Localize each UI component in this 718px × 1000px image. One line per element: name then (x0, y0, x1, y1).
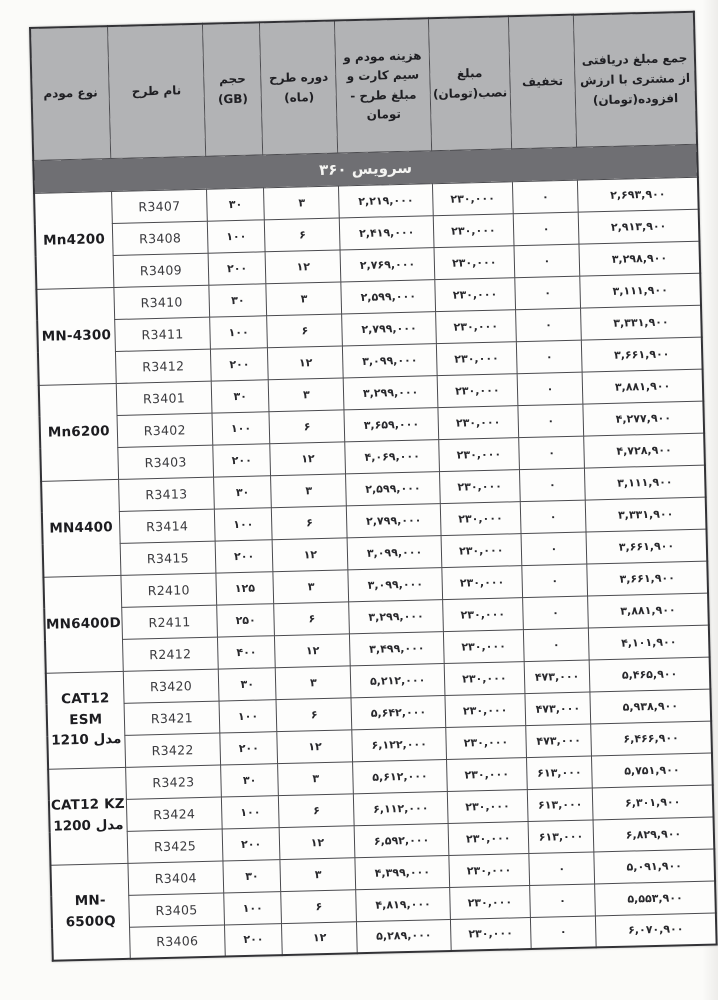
plan-cell: R2412 (122, 637, 218, 671)
total-cell: ۳,۲۹۸,۹۰۰ (579, 241, 700, 276)
cost-cell: ۳,۲۹۹,۰۰۰ (349, 599, 443, 633)
modem-type-cell (36, 287, 116, 385)
volume-cell: ۱۰۰ (224, 891, 282, 924)
plan-cell: R3420 (123, 669, 219, 703)
period-cell: ۱۲ (277, 729, 353, 763)
cost-cell: ۴,۸۱۹,۰۰۰ (356, 887, 450, 921)
volume-cell: ۳۰ (209, 283, 267, 316)
total-cell: ۴,۲۷۷,۹۰۰ (583, 401, 704, 436)
discount-cell: ۰ (523, 596, 589, 630)
column-header-line: جمع مبلغ دریافتی (581, 51, 688, 68)
total-cell: ۳,۱۱۱,۹۰۰ (580, 273, 701, 308)
install-cell: ۲۳۰,۰۰۰ (440, 501, 521, 535)
plan-cell: R3406 (129, 924, 225, 958)
discount-cell: ۰ (523, 628, 589, 662)
total-cell: ۴,۱۰۱,۹۰۰ (588, 625, 709, 660)
volume-cell: ۱۲۵ (216, 571, 274, 604)
plan-cell: R3414 (119, 509, 215, 543)
total-cell: ۳,۸۸۱,۹۰۰ (582, 369, 703, 404)
column-header-line: سیم کارت و (346, 67, 420, 84)
volume-cell: ۲۰۰ (220, 731, 278, 764)
cost-cell: ۳,۶۵۹,۰۰۰ (344, 407, 438, 441)
plan-cell: R3423 (125, 765, 221, 799)
period-cell: ۶ (281, 889, 357, 923)
discount-cell: ۰ (518, 404, 584, 438)
cost-cell: ۶,۵۹۲,۰۰۰ (355, 823, 449, 857)
plan-cell: R3405 (129, 892, 225, 926)
volume-cell: ۱۰۰ (212, 411, 270, 444)
install-cell: ۲۳۰,۰۰۰ (435, 277, 516, 311)
install-cell: ۲۳۰,۰۰۰ (435, 309, 516, 343)
discount-cell: ۰ (521, 532, 587, 566)
column-header-line: حجم (218, 71, 247, 87)
column-header-plan (107, 24, 205, 158)
column-header-line: (GB) (217, 91, 249, 107)
discount-cell: ۰ (530, 883, 596, 917)
period-cell: ۶ (276, 697, 352, 731)
plan-cell: R3425 (127, 829, 223, 863)
column-header-line: مبلغ طرح - (350, 87, 417, 103)
cost-cell: ۲,۷۹۹,۰۰۰ (347, 503, 441, 537)
column-header-line: دوره طرح (268, 69, 329, 86)
period-cell: ۱۲ (270, 441, 346, 475)
column-header-discount (508, 15, 576, 149)
period-cell: ۱۲ (275, 633, 351, 667)
volume-cell: ۲۰۰ (210, 347, 268, 380)
period-cell: ۶ (272, 505, 348, 539)
cost-cell: ۲,۲۱۹,۰۰۰ (339, 183, 433, 217)
volume-cell: ۳۰ (214, 475, 272, 508)
cost-cell: ۳,۰۹۹,۰۰۰ (348, 567, 442, 601)
modem-type-cell (34, 191, 114, 289)
service-band-label: سرویس ۳۶۰ (33, 144, 698, 193)
period-cell: ۶ (267, 313, 343, 347)
total-cell: ۳,۶۶۱,۹۰۰ (587, 561, 708, 596)
period-cell: ۶ (265, 217, 341, 251)
column-header-period (260, 21, 338, 155)
total-cell: ۳,۳۳۱,۹۰۰ (581, 305, 702, 340)
cost-cell: ۵,۲۸۹,۰۰۰ (357, 919, 451, 953)
install-cell: ۲۳۰,۰۰۰ (444, 661, 525, 695)
column-header-line: (ماه) (283, 89, 315, 105)
install-cell: ۲۳۰,۰۰۰ (432, 181, 513, 215)
cost-cell: ۳,۴۹۹,۰۰۰ (350, 631, 444, 665)
plan-cell: R3407 (111, 189, 207, 223)
total-cell: ۳,۳۳۱,۹۰۰ (585, 497, 706, 532)
period-cell: ۶ (269, 409, 345, 443)
plan-cell: R3409 (113, 253, 209, 287)
column-header-line: افزوده(تومان) (592, 90, 679, 107)
cost-cell: ۴,۳۹۹,۰۰۰ (355, 855, 449, 889)
discount-cell: ۰ (515, 276, 581, 310)
volume-cell: ۳۰ (218, 667, 276, 700)
install-cell: ۲۳۰,۰۰۰ (445, 693, 526, 727)
cost-cell: ۴,۰۶۹,۰۰۰ (345, 439, 439, 473)
discount-cell: ۴۷۳,۰۰۰ (524, 660, 590, 694)
total-cell: ۶,۰۷۰,۹۰۰ (596, 912, 717, 947)
discount-cell: ۰ (513, 212, 579, 246)
period-cell: ۶ (279, 793, 355, 827)
price-table (29, 11, 718, 962)
period-cell: ۳ (264, 185, 340, 219)
period-cell: ۶ (274, 601, 350, 635)
install-cell: ۲۳۰,۰۰۰ (438, 405, 519, 439)
period-cell: ۱۲ (279, 825, 355, 859)
install-cell: ۲۳۰,۰۰۰ (449, 885, 530, 919)
volume-cell: ۲۰۰ (222, 827, 280, 860)
total-cell: ۵,۴۶۵,۹۰۰ (589, 657, 710, 692)
cost-cell: ۳,۰۹۹,۰۰۰ (343, 343, 437, 377)
cost-cell: ۵,۶۴۲,۰۰۰ (351, 695, 445, 729)
total-cell: ۵,۰۹۱,۹۰۰ (594, 849, 715, 884)
period-cell: ۳ (273, 569, 349, 603)
discount-cell: ۰ (515, 308, 581, 342)
plan-cell: R3424 (126, 797, 222, 831)
install-cell: ۲۳۰,۰۰۰ (433, 213, 514, 247)
discount-cell: ۶۱۳,۰۰۰ (528, 819, 594, 853)
cost-cell: ۶,۱۲۲,۰۰۰ (352, 727, 446, 761)
install-cell: ۲۳۰,۰۰۰ (441, 533, 522, 567)
cost-cell: ۳,۲۹۹,۰۰۰ (344, 375, 438, 409)
install-cell: ۲۳۰,۰۰۰ (437, 373, 518, 407)
column-header-line: از مشتری با ارزش (579, 70, 691, 88)
volume-cell: ۱۰۰ (210, 315, 268, 348)
cost-cell: ۵,۶۱۲,۰۰۰ (353, 759, 447, 793)
total-cell: ۳,۶۶۱,۹۰۰ (581, 337, 702, 372)
period-cell: ۱۲ (268, 345, 344, 379)
period-cell: ۳ (275, 665, 351, 699)
modem-type-line: MN-6500Q (65, 892, 116, 931)
install-cell: ۲۳۰,۰۰۰ (442, 565, 523, 599)
cost-cell: ۲,۵۹۹,۰۰۰ (346, 471, 440, 505)
modem-type-line: MN-4300 (41, 326, 112, 345)
total-cell: ۲,۹۱۳,۹۰۰ (578, 209, 699, 244)
discount-cell: ۰ (519, 436, 585, 470)
discount-cell: ۶۱۳,۰۰۰ (526, 755, 592, 789)
total-cell: ۵,۷۵۱,۹۰۰ (592, 753, 713, 788)
cost-cell: ۳,۰۹۹,۰۰۰ (348, 535, 442, 569)
discount-cell: ۰ (520, 500, 586, 534)
plan-cell: R3422 (125, 733, 221, 767)
plan-cell: R3402 (117, 413, 213, 447)
column-header-line: تخفیف (521, 73, 564, 89)
cost-cell: ۲,۴۱۹,۰۰۰ (340, 215, 434, 249)
install-cell: ۲۳۰,۰۰۰ (443, 629, 524, 663)
total-cell: ۲,۶۹۳,۹۰۰ (578, 177, 699, 212)
volume-cell: ۲۰۰ (215, 539, 273, 572)
plan-cell: R3410 (114, 285, 210, 319)
install-cell: ۲۳۰,۰۰۰ (442, 597, 523, 631)
column-header-line: نصب(تومان) (432, 85, 508, 101)
discount-cell: ۰ (529, 851, 595, 885)
cost-cell: ۶,۱۱۲,۰۰۰ (354, 791, 448, 825)
column-header-modem (30, 26, 110, 160)
modem-type-cell (41, 479, 121, 577)
volume-cell: ۱۰۰ (219, 699, 277, 732)
install-cell: ۲۳۰,۰۰۰ (447, 789, 528, 823)
discount-cell: ۰ (522, 564, 588, 598)
plan-cell: R3415 (120, 541, 216, 575)
plan-cell: R2411 (121, 605, 217, 639)
volume-cell: ۳۰ (211, 379, 269, 412)
plan-cell: R2410 (121, 573, 217, 607)
total-cell: ۳,۶۶۱,۹۰۰ (586, 529, 707, 564)
period-cell: ۳ (268, 377, 344, 411)
column-header-line: نام طرح (131, 83, 182, 99)
modem-type-line: Mn6200 (47, 422, 110, 441)
volume-cell: ۲۵۰ (217, 603, 275, 636)
plan-cell: R3404 (128, 861, 224, 895)
volume-cell: ۲۰۰ (208, 251, 266, 284)
total-cell: ۶,۸۲۹,۹۰۰ (593, 817, 714, 852)
cost-cell: ۲,۵۹۹,۰۰۰ (341, 279, 435, 313)
discount-cell: ۰ (517, 372, 583, 406)
modem-type-cell (46, 671, 126, 769)
total-cell: ۵,۵۵۳,۹۰۰ (595, 880, 716, 915)
install-cell: ۲۳۰,۰۰۰ (438, 437, 519, 471)
modem-type-cell (39, 383, 119, 481)
plan-cell: R3408 (112, 221, 208, 255)
total-cell: ۵,۹۳۸,۹۰۰ (590, 689, 711, 724)
period-cell: ۱۲ (272, 537, 348, 571)
discount-cell: ۶۱۳,۰۰۰ (527, 787, 593, 821)
column-header-line: هزینه مودم و (343, 47, 422, 64)
modem-type-line: MN6400D (45, 614, 122, 633)
scanned-price-sheet (29, 11, 718, 962)
discount-cell: ۴۷۳,۰۰۰ (526, 723, 592, 757)
table-header (30, 12, 697, 160)
modem-type-cell (48, 767, 128, 865)
plan-cell: R3401 (116, 381, 212, 415)
header-row (30, 12, 697, 160)
column-header-total (574, 12, 698, 147)
cost-cell: ۲,۷۶۹,۰۰۰ (340, 247, 434, 281)
modem-type-line: MN4400 (49, 518, 114, 537)
plan-cell: R3421 (124, 701, 220, 735)
volume-cell: ۳۰ (223, 859, 281, 892)
cost-cell: ۵,۲۱۲,۰۰۰ (351, 663, 445, 697)
volume-cell: ۲۰۰ (225, 923, 283, 956)
volume-cell: ۳۰ (207, 187, 265, 220)
plan-cell: R3403 (118, 445, 214, 479)
modem-type-line: CAT12 KZ (50, 795, 126, 814)
column-header-volume (203, 22, 263, 155)
volume-cell: ۱۰۰ (214, 507, 272, 540)
period-cell: ۳ (280, 857, 356, 891)
volume-cell: ۴۰۰ (218, 635, 276, 668)
install-cell: ۲۳۰,۰۰۰ (445, 725, 526, 759)
modem-type-line: مدل 1200 (53, 816, 124, 835)
period-cell: ۱۲ (282, 921, 358, 955)
modem-type-cell (50, 863, 130, 961)
modem-type-line: Mn4200 (42, 230, 106, 249)
period-cell: ۳ (271, 473, 347, 507)
plan-cell: R3413 (118, 477, 214, 511)
volume-cell: ۳۰ (221, 763, 279, 796)
modem-type-line: CAT12 ESM (60, 689, 110, 728)
discount-cell: ۰ (514, 244, 580, 278)
volume-cell: ۱۰۰ (207, 219, 265, 252)
volume-cell: ۲۰۰ (213, 443, 271, 476)
discount-cell: ۴۷۳,۰۰۰ (525, 691, 591, 725)
total-cell: ۶,۴۶۶,۹۰۰ (591, 721, 712, 756)
period-cell: ۳ (266, 281, 342, 315)
plan-cell: R3412 (115, 349, 211, 383)
total-cell: ۶,۳۰۱,۹۰۰ (592, 785, 713, 820)
install-cell: ۲۳۰,۰۰۰ (446, 757, 527, 791)
install-cell: ۲۳۰,۰۰۰ (450, 917, 531, 951)
discount-cell: ۰ (516, 340, 582, 374)
install-cell: ۲۳۰,۰۰۰ (439, 469, 520, 503)
column-header-line: تومان (366, 107, 402, 123)
total-cell: ۳,۸۸۱,۹۰۰ (588, 593, 709, 628)
modem-type-cell (43, 575, 123, 673)
install-cell: ۲۳۰,۰۰۰ (448, 821, 529, 855)
cost-cell: ۲,۷۹۹,۰۰۰ (342, 311, 436, 345)
total-cell: ۴,۷۲۸,۹۰۰ (584, 433, 705, 468)
column-header-cost (335, 18, 431, 152)
install-cell: ۲۳۰,۰۰۰ (436, 341, 517, 375)
period-cell: ۱۲ (265, 249, 341, 283)
discount-cell: ۰ (519, 468, 585, 502)
install-cell: ۲۳۰,۰۰۰ (434, 245, 515, 279)
column-header-line: نوع مودم (43, 85, 98, 101)
install-cell: ۲۳۰,۰۰۰ (449, 853, 530, 887)
column-header-line: مبلغ (456, 66, 483, 81)
discount-cell: ۰ (530, 915, 596, 949)
column-header-install (428, 16, 511, 150)
period-cell: ۳ (278, 761, 354, 795)
discount-cell: ۰ (512, 180, 578, 214)
modem-type-line: مدل 1210 (51, 731, 122, 750)
total-cell: ۳,۱۱۱,۹۰۰ (585, 465, 706, 500)
volume-cell: ۱۰۰ (221, 795, 279, 828)
plan-cell: R3411 (114, 317, 210, 351)
table-body (33, 144, 716, 961)
